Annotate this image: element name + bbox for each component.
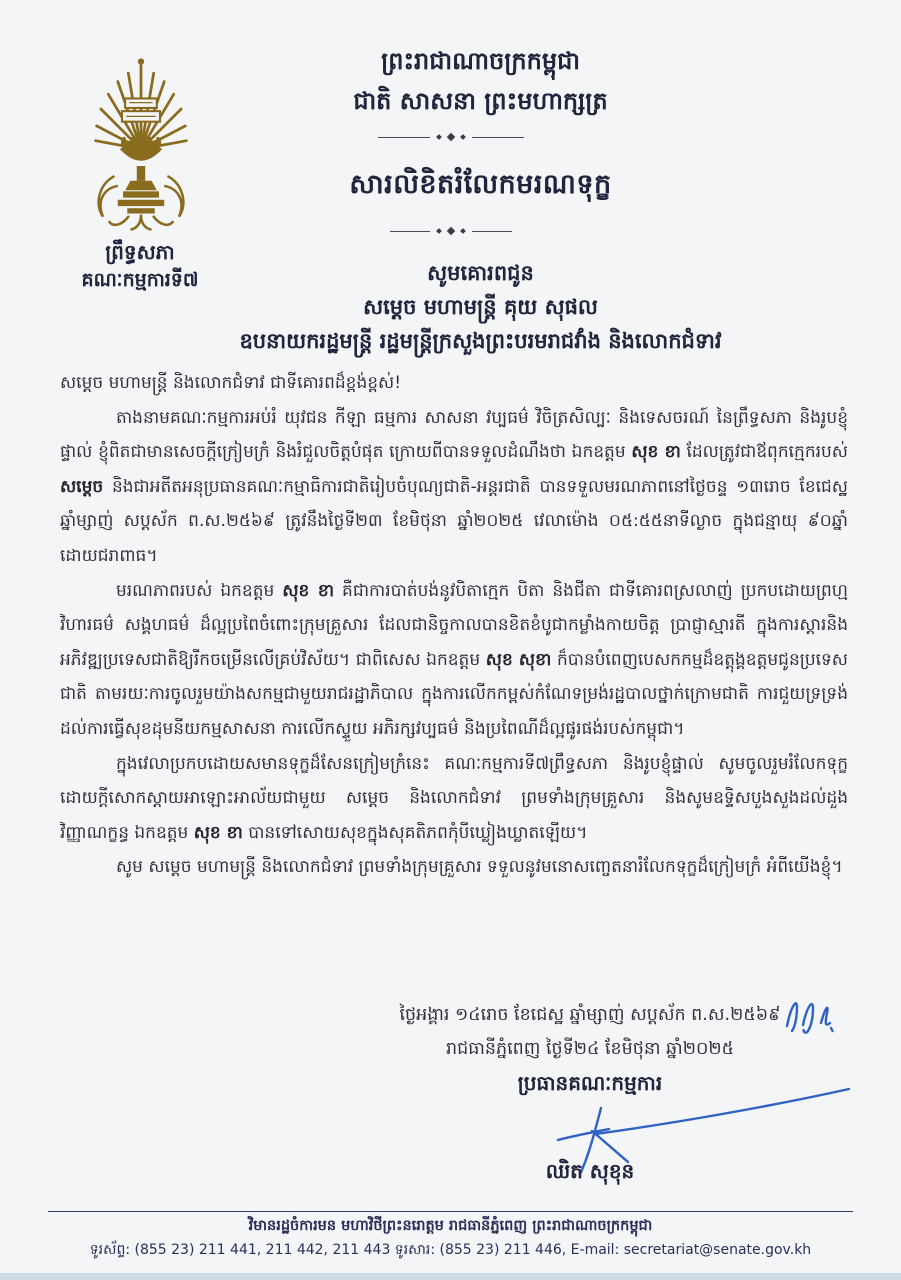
kingdom-motto-line1: ព្រះរាជាណាចក្រកម្ពុជា xyxy=(381,47,580,75)
scan-edge-strip xyxy=(0,1273,901,1280)
salute-heading: សូមគោរពជូន xyxy=(427,261,534,285)
kingdom-motto-line2: ជាតិ សាសនា ព្រះមហាក្សត្រ xyxy=(353,87,608,115)
body-paragraph-2: មរណភាពរបស់ ឯកឧត្តម សុខ ខា គឺជាការបាត់បង់នូវបិតាក្មេក បិតា និងជីតា ជាទីគោរពស្រលាញ់ ប្រកបដោយព្រហ្មវិហារធម៌ សង្គហធម៌ ដ៏ល្អប្រពៃចំពោះក្រុមគ្រួសារ ដែលជានិច្ចកាលបានខិតខំបូជាកម្លាំងកាយចិត្ត ប្រាជ្ញាស្មារតី ក្នុងការស្ដារនិងអភិវឌ្ឍប្រទេសជាតិឱ្យរីកចម្រើនលើគ្រប់វិស័យ។ ជាពិសេស ឯកឧត្តម សុខ សុខា ក៏បានបំពេញបេសកកម្មដ៏ឧត្តុង្គឧត្តមជូនប្រទេសជាតិ តាមរយៈការចូលរួមយ៉ាងសកម្មជាមួយរាជរដ្ឋាភិបាល ក្នុងការលើកកម្ពស់កំណែទម្រង់រដ្ឋបាលថ្នាក់ក្រោមជាតិ ការជួយទ្រទ្រង់ដល់ការធ្វើសុខដុមនីយកម្មសាសនា ការលើកស្ទួយ អភិរក្សវប្បធម៌ និងប្រពៃណីដ៏ល្អផូរផង់របស់កម្ពុជា។ xyxy=(60,580,848,739)
footer-address: វិមានរដ្ឋចំការមន មហាវិថីព្រះនរោត្តម រាជធានីភ្នំពេញ ព្រះរាជាណាចក្រកម្ពុជា xyxy=(248,1218,653,1234)
body-paragraph-3: ក្នុងវេលាប្រកបដោយសមានទុក្ខដ៏សែនក្រៀមក្រំនេះ គណៈកម្មការទី៧ព្រឹទ្ធសភា និងរូបខ្ញុំផ្ទាល់ សូមចូលរួមរំលែកទុក្ខដោយក្ដីសោកស្ដាយអាឡោះអាល័យជាមួយ សម្ដេច និងលោកជំទាវ ព្រមទាំងក្រុមគ្រួសារ និងសូមឧទ្ទិសបួងសួងដល់ដួងវិញ្ញាណក្ខន្ធ ឯកឧត្តម សុខ ខា បានទៅសោយសុខក្នុងសុគតិភពកុំបីឃ្លៀងឃ្លាតឡើយ។ xyxy=(60,753,848,843)
footer-contacts: ទូរស័ព្ទ: (855 23) 211 441, 211 442, 211 443 ទូរសារ: (855 23) 211 446, E-mail: secretariat@senate.gov.kh xyxy=(89,1242,812,1258)
letter-body xyxy=(60,366,848,994)
ornamental-divider-icon xyxy=(0,226,901,236)
body-paragraph-1: តាងនាមគណៈកម្មការអប់រំ យុវជន កីឡា ធម្មការ សាសនា វប្បធម៌ វិចិត្រសិល្បៈ និងទេសចរណ៍ នៃព្រឹទ្ធសភា និងរូបខ្ញុំផ្ទាល់ ខ្ញុំពិតជាមានសេចក្ដីក្រៀមក្រំ និងរំជួលចិត្តបំផុត ក្រោយពីបានទទួលដំណឹងថា ឯកឧត្តម សុខ ខា ដែលត្រូវជាឪពុកក្មេករបស់ សម្ដេច និងជាអតីតអនុប្រធានគណៈកម្មាធិការជាតិរៀបចំបុណ្យជាតិ-អន្តរជាតិ បានទទួលមរណភាពនៅថ្ងៃចន្ទ ១៣រោច ខែជេស្ឋ ឆ្នាំម្សាញ់ សប្តស័ក ព.ស.២៥៦៩ ត្រូវនឹងថ្ងៃទី២៣ ខែមិថុនា ឆ្នាំ២០២៥ វេលាម៉ោង ០៥:៥៥នាទីល្ងាច ក្នុងជន្មាយុ ៩០ឆ្នាំ ដោយជរាពាធ។ xyxy=(60,407,848,566)
body-paragraph-4: សូម សម្ដេច មហាមន្ត្រី និងលោកជំទាវ ព្រមទាំងក្រុមគ្រួសារ ទទួលនូវមនោសញ្ចេតនារំលែកទុក្ខដ៏ក្រៀមក្រំ អំពីយើងខ្ញុំ។ xyxy=(116,857,843,878)
salutation-line: សម្ដេច មហាមន្ត្រី និងលោកជំទាវ ជាទីគោរពដ៏ខ្ពង់ខ្ពស់! xyxy=(60,373,402,393)
date-line-gregorian: រាជធានីភ្នំពេញ ថ្ងៃទី២៤ ខែមិថុនា ឆ្នាំ២០២៥ xyxy=(446,1039,734,1059)
handwritten-initials-icon xyxy=(781,994,836,1034)
recipient-name-line: សម្ដេច មហាមន្ត្រី គុយ សុផល xyxy=(363,295,598,319)
signer-name: ឈិត សុខុន xyxy=(545,1159,635,1183)
footer-divider xyxy=(48,1211,853,1212)
org-commission: គណៈកម្មការទី៧ xyxy=(81,269,199,291)
org-name: ព្រឹទ្ធសភា xyxy=(105,240,175,264)
signer-title: ប្រធានគណៈកម្មការ xyxy=(517,1071,663,1095)
document-title: សារលិខិតរំលែកមរណទុក្ខ xyxy=(349,169,612,200)
ornamental-divider-icon xyxy=(0,132,901,142)
date-line-khmer-era: ថ្ងៃអង្គារ ១៤រោច ខែជេស្ឋ ឆ្នាំម្សាញ់ សប្តស័ក ព.ស.២៥៦៩ xyxy=(399,1005,781,1025)
recipient-title-line: ឧបនាយករដ្ឋមន្ត្រី រដ្ឋមន្ត្រីក្រសួងព្រះបរមរាជវាំង និងលោកជំទាវ xyxy=(239,329,722,353)
